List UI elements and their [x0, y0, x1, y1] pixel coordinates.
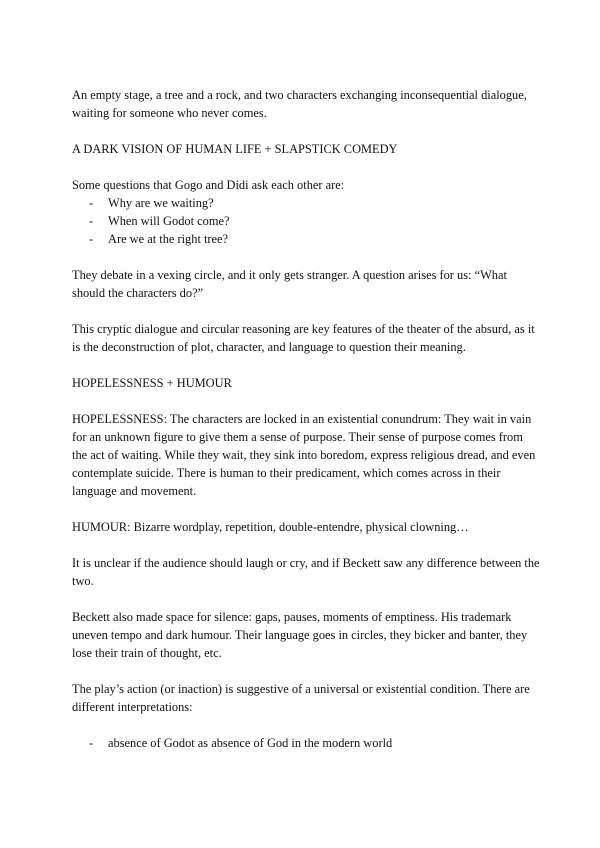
action-paragraph: The play’s action (or inaction) is suggestive of a universal or existential condition. There are different interpretations:: [72, 682, 530, 714]
questions-intro: Some questions that Gogo and Didi ask each other are:: [72, 178, 345, 192]
questions-list: [72, 194, 540, 248]
interpretations-list: [72, 734, 540, 752]
section-heading-dark-vision: A DARK VISION OF HUMAN LIFE + SLAPSTICK COMEDY: [72, 142, 398, 156]
humour-paragraph: HUMOUR: Bizarre wordplay, repetition, double-entendre, physical clowning…: [72, 520, 469, 534]
silence-paragraph: Beckett also made space for silence: gaps, pauses, moments of emptiness. His trademark uneven tempo and dark humour. Their language goes in circles, they bicker and banter, they lose their train of thought, etc.: [72, 610, 528, 660]
unclear-paragraph: It is unclear if the audience should laugh or cry, and if Beckett saw any difference between the two.: [72, 556, 540, 588]
hopelessness-paragraph: HOPELESSNESS: The characters are locked in an existential conundrum: They wait in vain for an unknown figure to give them a sense of purpose. Their sense of purpose comes from the act of waiting. While they wait, they sink into boredom, express religious dread, and even contemplate suicide. There is human to their predicament, which comes across in their language and movement.: [72, 412, 536, 498]
cryptic-paragraph: This cryptic dialogue and circular reasoning are key features of the theater of the absurd, as it is the deconstruction of plot, character, and language to question their meaning.: [72, 322, 535, 354]
section-heading-hopelessness-humour: HOPELESSNESS + HUMOUR: [72, 376, 232, 390]
debate-paragraph: They debate in a vexing circle, and it only gets stranger. A question arises for us: “What should the characters do?”: [72, 268, 507, 300]
list-item: - absence of Godot as absence of God in the modern world: [72, 734, 540, 752]
intro-paragraph: An empty stage, a tree and a rock, and two characters exchanging inconsequential dialogue, waiting for someone who never comes.: [72, 88, 527, 120]
list-item: - Why are we waiting?: [72, 194, 540, 212]
list-item: - Are we at the right tree?: [72, 230, 540, 248]
list-item: - When will Godot come?: [72, 212, 540, 230]
